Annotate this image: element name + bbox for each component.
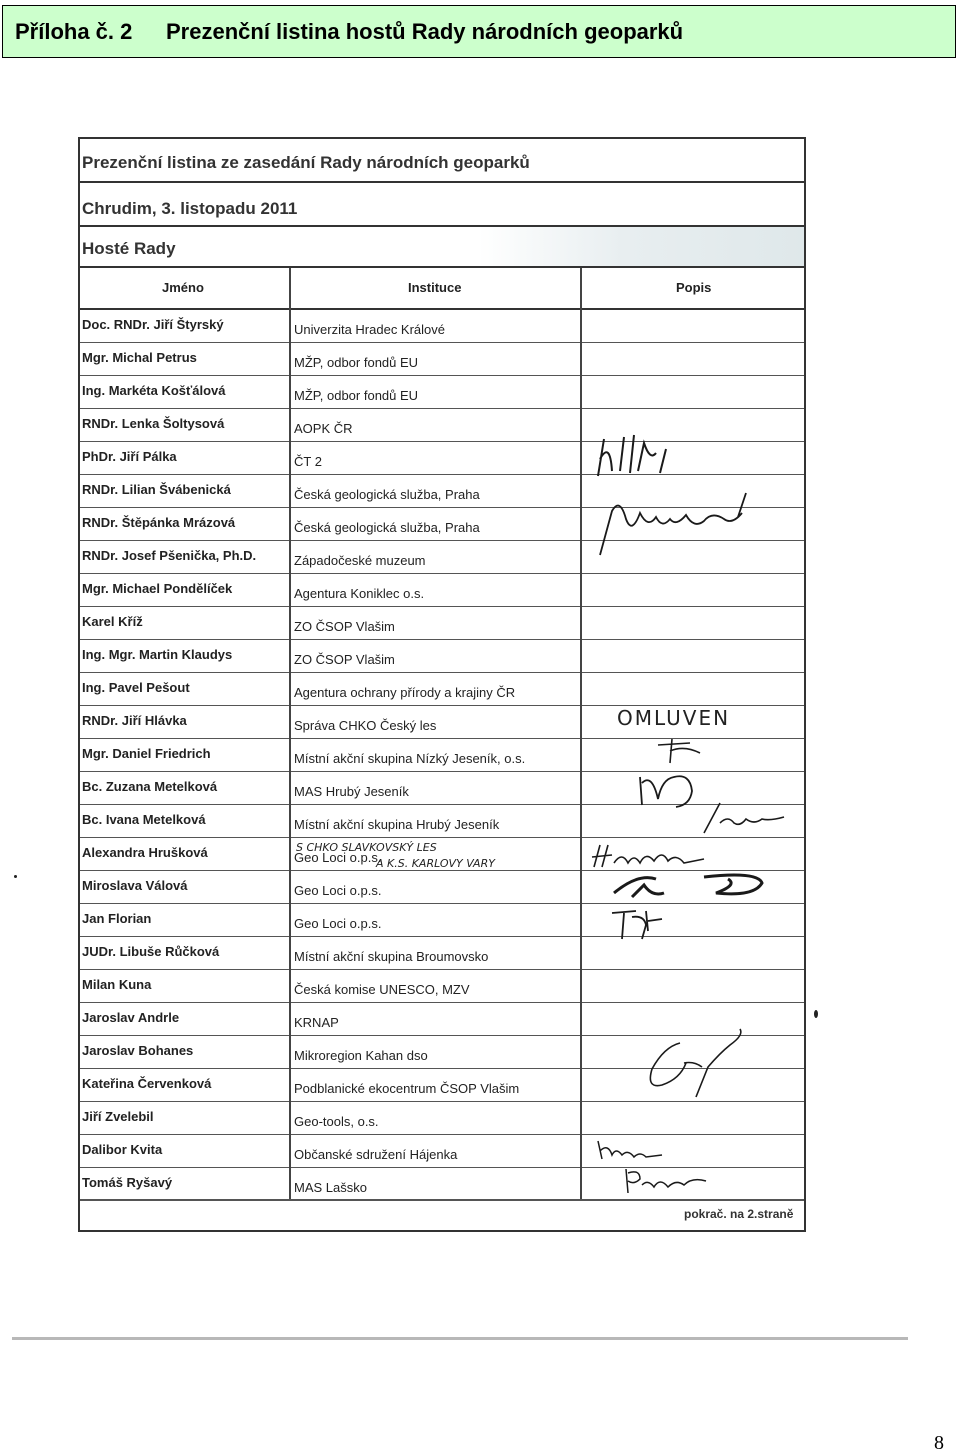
cell-name: RNDr. Lenka Šoltysová [82, 416, 225, 431]
table-row [80, 1102, 804, 1135]
table-header [80, 268, 804, 310]
cell-institution: Česká geologická služba, Praha [294, 487, 480, 502]
table-row [80, 607, 804, 640]
table-row [80, 1135, 804, 1168]
cell-name: Jaroslav Bohanes [82, 1043, 194, 1058]
sheet-section-title: Hosté Rady [82, 239, 176, 258]
cell-institution: MŽP, odbor fondů EU [294, 388, 419, 403]
cell-institution: MAS Lašsko [294, 1180, 367, 1195]
cell-name: Jan Florian [82, 911, 152, 926]
cell-institution: KRNAP [294, 1015, 339, 1030]
cell-description [590, 576, 802, 604]
table-row [80, 376, 804, 409]
signature-friedrich [650, 735, 710, 769]
cell-institution: Místní akční skupina Nízký Jeseník, o.s. [294, 751, 526, 766]
cell-institution: MAS Hrubý Jeseník [294, 784, 409, 799]
table-row [80, 904, 804, 937]
cell-institution: ZO ČSOP Vlašim [294, 652, 395, 667]
attachment-label: Příloha č. 2 [15, 19, 133, 44]
cell-name: Bc. Zuzana Metelková [82, 779, 218, 794]
column-header-name: Jméno [162, 280, 204, 295]
table-row [80, 937, 804, 970]
cell-name: Tomáš Ryšavý [82, 1175, 173, 1190]
cell-institution: Univerzita Hradec Králové [294, 322, 446, 337]
cell-institution: Občanské sdružení Hájenka [294, 1147, 458, 1162]
cell-name: Jaroslav Andrle [82, 1010, 180, 1025]
table-row [80, 343, 804, 376]
cell-name: Kateřina Červenková [82, 1076, 212, 1091]
cell-description [590, 939, 802, 967]
attachment-header [2, 5, 956, 58]
column-divider [289, 268, 291, 1200]
signature-palka [590, 431, 700, 489]
scan-speck [814, 1010, 818, 1018]
cell-name: Ing. Pavel Pešout [82, 680, 190, 695]
signature-valova [608, 867, 768, 903]
handwritten-note-slavkovsky: S CHKO SLAVKOVSKÝ LES [296, 841, 437, 854]
cell-description [590, 609, 802, 637]
cell-institution: Agentura Koniklec o.s. [294, 586, 425, 601]
signature-bohanes [640, 1023, 750, 1101]
cell-institution: MŽP, odbor fondů EU [294, 355, 419, 370]
cell-name: RNDr. Josef Pšenička, Ph.D. [82, 548, 257, 563]
column-header-institution: Instituce [408, 280, 462, 295]
cell-name: Jiří Zvelebil [82, 1109, 154, 1124]
handwritten-note-karlovy-vary: A K.S. KARLOVY VARY [376, 857, 495, 870]
cell-institution: Správa CHKO Český les [294, 718, 437, 733]
cell-name: Doc. RNDr. Jiří Štyrský [82, 317, 224, 332]
cell-institution: AOPK ČR [294, 421, 353, 436]
scanned-attendance-sheet [78, 137, 806, 1232]
handwritten-apology: OMLUVEN [617, 706, 731, 730]
sheet-section-band [80, 227, 804, 268]
cell-institution: Geo Loci o.p.s. [294, 883, 382, 898]
cell-institution: Agentura ochrany přírody a krajiny ČR [294, 685, 516, 700]
cell-description [590, 972, 802, 1000]
table-row [80, 805, 804, 838]
cell-institution: Geo-tools, o.s. [294, 1114, 379, 1129]
cell-name: JUDr. Libuše Růčková [82, 944, 220, 959]
cell-name: Ing. Mgr. Martin Klaudys [82, 647, 233, 662]
signature-rysavy [620, 1165, 720, 1199]
cell-name: Mgr. Michael Pondělíček [82, 581, 233, 596]
sheet-date-band [80, 183, 804, 227]
cell-institution: Geo Loci o.p.s. [294, 916, 382, 931]
table-bottom-rule [80, 1199, 804, 1200]
table-row [80, 310, 804, 343]
cell-name: Mgr. Michal Petrus [82, 350, 197, 365]
cell-institution: Česká komise UNESCO, MZV [294, 982, 470, 997]
signature-florian [606, 903, 676, 943]
cell-name: RNDr. Lilian Švábenická [82, 482, 231, 497]
cell-name: Dalibor Kvita [82, 1142, 163, 1157]
cell-name: PhDr. Jiří Pálka [82, 449, 177, 464]
column-header-description: Popis [676, 280, 712, 295]
cell-description [590, 378, 802, 406]
cell-name: Milan Kuna [82, 977, 152, 992]
cell-name: Miroslava Válová [82, 878, 188, 893]
table-row [80, 970, 804, 1003]
table-row [80, 640, 804, 673]
cell-institution: Česká geologická služba, Praha [294, 520, 480, 535]
cell-description [590, 675, 802, 703]
cell-name: Alexandra Hrušková [82, 845, 208, 860]
footer-rule [12, 1337, 908, 1340]
cell-institution: ZO ČSOP Vlašim [294, 619, 395, 634]
cell-name: Ing. Markéta Košťálová [82, 383, 226, 398]
cell-institution: Mikroregion Kahan dso [294, 1048, 428, 1063]
cell-description [590, 642, 802, 670]
signature-kvita [592, 1135, 672, 1165]
cell-institution: Místní akční skupina Broumovsko [294, 949, 489, 964]
cell-description [590, 345, 802, 373]
cell-description [590, 312, 802, 340]
page-number: 8 [934, 1432, 944, 1454]
table-row [80, 574, 804, 607]
cell-name: RNDr. Jiří Hlávka [82, 713, 187, 728]
cell-institution: Místní akční skupina Hrubý Jeseník [294, 817, 500, 832]
signature-i-metelkova [700, 799, 790, 835]
continued-note: pokrač. na 2.straně [684, 1207, 794, 1221]
scan-speck [14, 875, 17, 878]
signature-mrazova [596, 489, 756, 559]
cell-institution: Podblanické ekocentrum ČSOP Vlašim [294, 1081, 520, 1096]
sheet-heading: Prezenční listina ze zasedání Rady národních geoparků [82, 153, 530, 172]
cell-name: Karel Kříž [82, 614, 143, 629]
table-row [80, 673, 804, 706]
column-divider [580, 268, 582, 1200]
attachment-title: Prezenční listina hostů Rady národních geoparků [166, 19, 684, 44]
sheet-place-date: Chrudim, 3. listopadu 2011 [82, 199, 298, 218]
cell-name: RNDr. Štěpánka Mrázová [82, 515, 236, 530]
signature-z-metelkova [636, 765, 706, 809]
cell-description [590, 1104, 802, 1132]
cell-institution: Západočeské muzeum [294, 553, 426, 568]
cell-name: Mgr. Daniel Friedrich [82, 746, 211, 761]
cell-institution: Geo Loci o.p.s. [294, 850, 382, 865]
cell-name: Bc. Ivana Metelková [82, 812, 206, 827]
sheet-heading-band [80, 139, 804, 183]
cell-institution: ČT 2 [294, 454, 322, 469]
